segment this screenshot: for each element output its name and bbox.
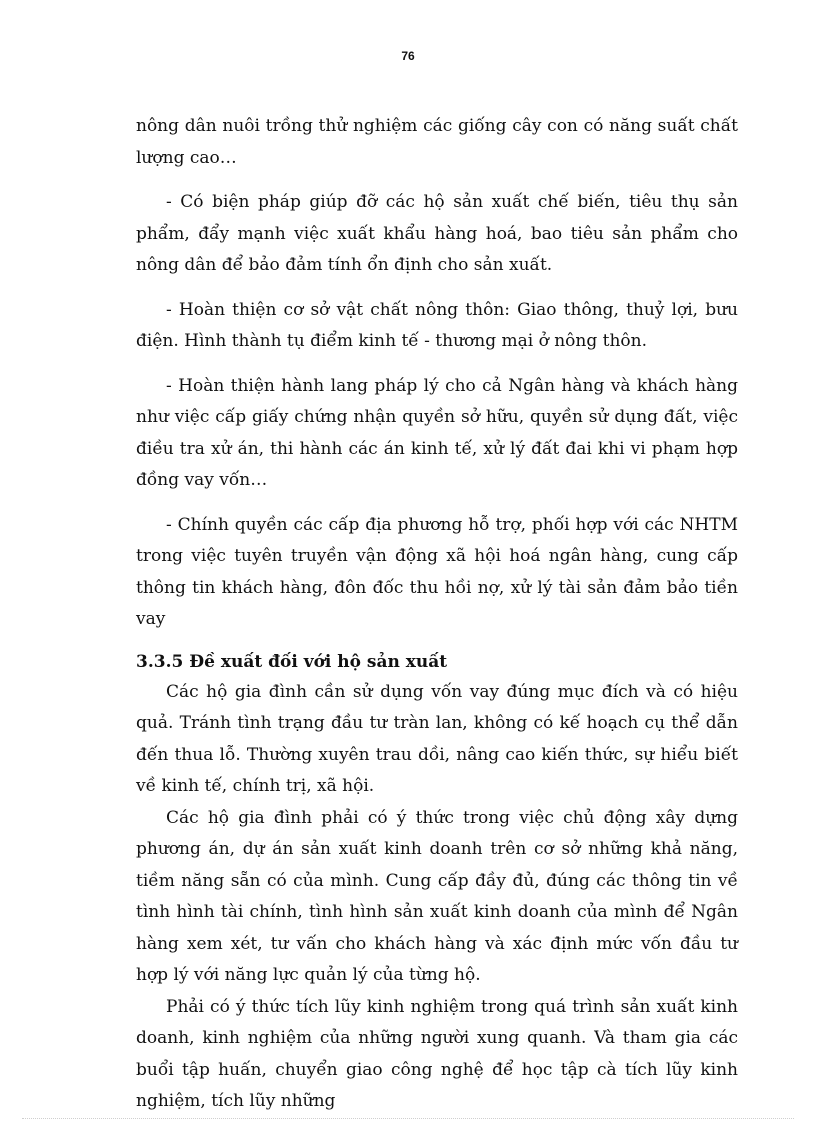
- page-bottom-divider: [22, 1118, 794, 1119]
- paragraph-bullet-legal-framework: - Hoàn thiện hành lang pháp lý cho cả Ngân hàng và khách hàng như việc cấp giấy chứng nhận quyền sở hữu, quyền sử dụng đất, việc điều tra xử án, thi hành các án kinh tế, xử lý đất đai khi vi phạm hợp đồng vay vốn…: [136, 375, 738, 490]
- paragraph-continuation: nông dân nuôi trồng thử nghiệm các giống cây con có năng suất chất lượng cao…: [136, 116, 738, 168]
- paragraph-bullet-rural-infrastructure: - Hoàn thiện cơ sở vật chất nông thôn: Giao thông, thuỷ lợi, bưu điện. Hình thành tụ điểm kinh tế - thương mại ở nông thôn.: [136, 299, 738, 351]
- section-paragraph-loan-usage: Các hộ gia đình cần sử dụng vốn vay đúng mục đích và có hiệu quả. Tránh tình trạng đầu tư tràn lan, không có kế hoạch cụ thể dẫn đến thua lỗ. Thường xuyên trau dồi, nâng cao kiến thức, sự hiểu biết về kinh tế, chính trị, xã hội.: [136, 681, 738, 796]
- section-paragraph-business-plan: Các hộ gia đình phải có ý thức trong việc chủ động xây dựng phương án, dự án sản xuất kinh doanh trên cơ sở những khả năng, tiềm năng sẵn có của mình. Cung cấp đầy đủ, đúng các thông tin về tình hình tài chính, tình hình sản xuất kinh doanh của mình để Ngân hàng xem xét, tư vấn cho khách hàng và xác định mức vốn đầu tư hợp lý với năng lực quản lý của từng hộ.: [136, 807, 738, 985]
- page-number: 76: [401, 49, 415, 63]
- section-heading: 3.3.5 Đề xuất đối với hộ sản xuất: [136, 651, 448, 672]
- paragraph-bullet-support-production: - Có biện pháp giúp đỡ các hộ sản xuất chế biến, tiêu thụ sản phẩm, đẩy mạnh việc xuất khẩu hàng hoá, bao tiêu sản phẩm cho nông dân để bảo đảm tính ổn định cho sản xuất.: [136, 192, 738, 275]
- document-body: [136, 111, 738, 1118]
- section-paragraph-experience: Phải có ý thức tích lũy kinh nghiệm trong quá trình sản xuất kinh doanh, kinh nghiệm của những người xung quanh. Và tham gia các buổi tập huấn, chuyển giao công nghệ để học tập cà tích lũy kinh nghiệm, tích lũy những: [136, 996, 738, 1111]
- paragraph-bullet-local-government: - Chính quyền các cấp địa phương hỗ trợ, phối hợp với các NHTM trong việc tuyên truyền vận động xã hội hoá ngân hàng, cung cấp thông tin khách hàng, đôn đốc thu hồi nợ, xử lý tài sản đảm bảo tiền vay: [136, 514, 738, 629]
